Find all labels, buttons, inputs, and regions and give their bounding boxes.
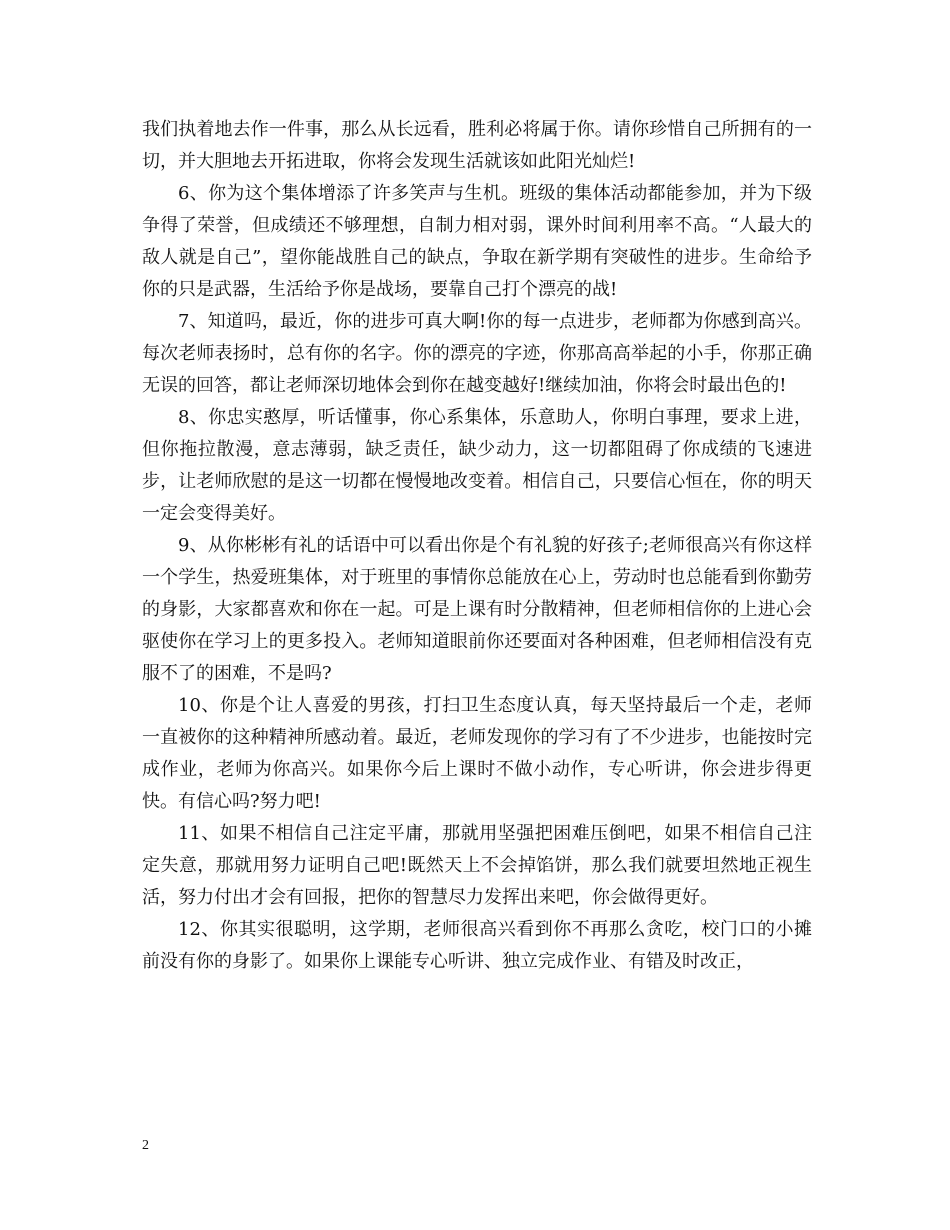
page-number: 2 [142,1138,149,1153]
paragraph-7: 7、知道吗，最近，你的进步可真大啊!你的每一点进步，老师都为你感到高兴。每次老师表扬时，总有你的名字。你的漂亮的字迹，你那高高举起的小手，你那正确无误的回答，都让老师深切地体会到你在越变越好!继续加油，你将会时最出色的! [142,311,812,396]
paragraph-11: 11、如果不相信自己注定平庸，那就用坚强把困难压倒吧，如果不相信自己注定失意，那就用努力证明自己吧!既然天上不会掉馅饼，那么我们就要坦然地正视生活，努力付出才会有回报，把你的智慧尽力发挥出来吧，你会做得更好。 [142,823,812,908]
paragraph-10: 10、你是个让人喜爱的男孩，打扫卫生态度认真，每天坚持最后一个走，老师一直被你的这种精神所感动着。最近，老师发现你的学习有了不少进步，也能按时完成作业，老师为你高兴。如果你今后上课时不做小动作，专心听讲，你会进步得更快。有信心吗?努力吧! [142,695,812,812]
document-body [142,114,812,978]
paragraph-6: 6、你为这个集体增添了许多笑声与生机。班级的集体活动都能参加，并为下级争得了荣誉，但成绩还不够理想，自制力相对弱，课外时间利用率不高。“人最大的敌人就是自己”，望你能战胜自己的缺点，争取在新学期有突破性的进步。生命给予你的只是武器，生活给予你是战场，要靠自己打个漂亮的战! [142,183,812,300]
paragraph-12: 12、你其实很聪明，这学期，老师很高兴看到你不再那么贪吃，校门口的小摊前没有你的身影了。如果你上课能专心听讲、独立完成作业、有错及时改正， [142,919,812,972]
paragraph-8: 8、你忠实憨厚，听话懂事，你心系集体，乐意助人，你明白事理，要求上进，但你拖拉散漫，意志薄弱，缺乏责任，缺少动力，这一切都阻碍了你成绩的飞速进步，让老师欣慰的是这一切都在慢慢地改变着。相信自己，只要信心恒在，你的明天一定会变得美好。 [142,407,812,524]
paragraph-continued: 我们执着地去作一件事，那么从长远看，胜利必将属于你。请你珍惜自己所拥有的一切，并大胆地去开拓进取，你将会发现生活就该如此阳光灿烂! [142,119,812,172]
paragraph-9: 9、从你彬彬有礼的话语中可以看出你是个有礼貌的好孩子;老师很高兴有你这样一个学生，热爱班集体，对于班里的事情你总能放在心上，劳动时也总能看到你勤劳的身影，大家都喜欢和你在一起。可是上课有时分散精神，但老师相信你的上进心会驱使你在学习上的更多投入。老师知道眼前你还要面对各种困难，但老师相信没有克服不了的困难，不是吗? [142,535,812,684]
